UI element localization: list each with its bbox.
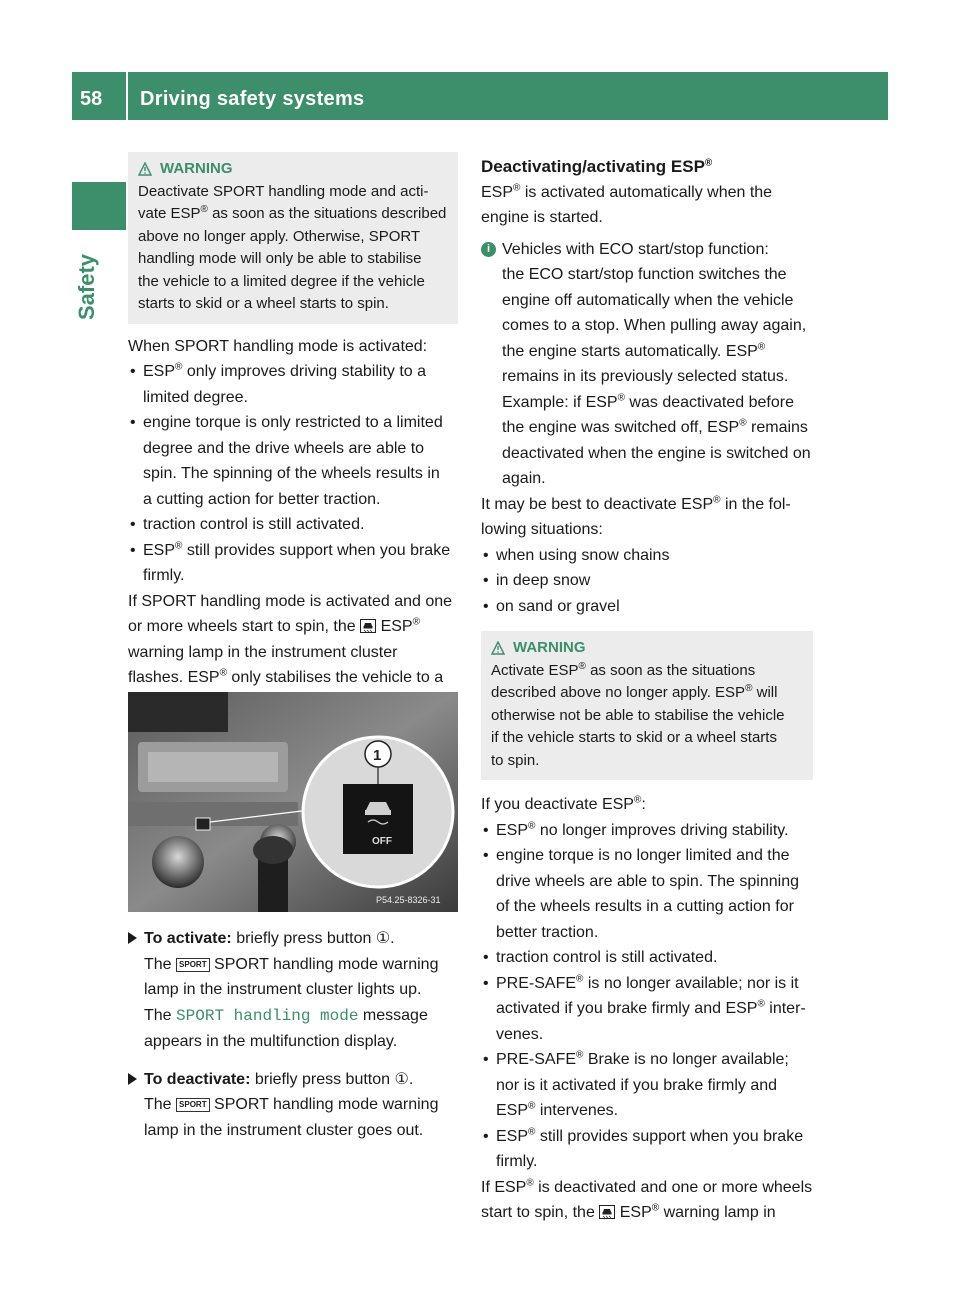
- warning-line: otherwise not be able to stabilise the vehicle: [491, 706, 785, 724]
- warning-box-1: [128, 152, 458, 324]
- info-line: Example: if ESP® was deactivated before: [502, 392, 794, 411]
- list-line: • ESP® no longer improves driving stability.: [496, 820, 789, 839]
- list-line: • traction control is still activated.: [496, 949, 718, 966]
- warning-line: starts to skid or a wheel starts to spin.: [138, 295, 389, 312]
- para-line: If ESP® is deactivated and one or more wheels: [481, 1177, 813, 1196]
- list-line: nor is it activated if you brake firmly and: [496, 1076, 778, 1094]
- warning-triangle-icon: [491, 641, 505, 655]
- step-line: [144, 1067, 458, 1093]
- list-item: [481, 1124, 813, 1175]
- list-line: • ESP® still provides support when you brake: [496, 1126, 804, 1145]
- list-item: [128, 512, 458, 538]
- step-text: The: [144, 955, 172, 973]
- info-icon: i: [481, 242, 496, 257]
- bullet-list: [481, 543, 813, 620]
- para-text: ESP®: [380, 616, 420, 635]
- esp-car-icon: [360, 619, 376, 633]
- intro-text: When SPORT handling mode is activated:: [128, 337, 428, 355]
- page-number: 58: [80, 88, 103, 110]
- list-line: firmly.: [143, 567, 185, 584]
- page-title: Driving safety systems: [140, 88, 365, 110]
- list-item: [481, 945, 813, 971]
- step-arrow-icon: [128, 1073, 137, 1085]
- warning-heading: [138, 158, 448, 181]
- list-line: degree and the drive wheels are able to: [143, 439, 425, 457]
- warning-line: the vehicle to a limited degree if the vehicle: [138, 272, 425, 290]
- step-text: The: [144, 1006, 172, 1024]
- list-line: a cutting action for better traction.: [143, 490, 381, 508]
- list-item: [128, 410, 458, 512]
- warning-line: to spin.: [491, 751, 540, 769]
- step-line: lamp in the instrument cluster goes out.: [144, 1121, 424, 1139]
- list-line: • engine torque is only restricted to a limited: [143, 414, 443, 431]
- list-item: • in deep snow: [481, 568, 813, 594]
- step-text: SPORT handling mode warning: [214, 1096, 439, 1113]
- step-text: message: [362, 1006, 428, 1024]
- list-line: spin. The spinning of the wheels results in: [143, 465, 440, 482]
- info-text: [502, 237, 811, 492]
- list-item: • on sand or gravel: [481, 594, 813, 620]
- para-line: If SPORT handling mode is activated and one: [128, 592, 453, 610]
- activate-step: [128, 926, 458, 1055]
- warning-line: above no longer apply. Otherwise, SPORT: [138, 227, 421, 245]
- list-line: ESP® intervenes.: [496, 1100, 619, 1119]
- list-line: • engine torque is no longer limited and the: [496, 847, 790, 864]
- list-line: limited degree.: [143, 388, 248, 406]
- list-item: • when using snow chains: [481, 543, 813, 569]
- list-line: • ESP® still provides support when you brake: [143, 540, 451, 559]
- step-text: The: [144, 1096, 172, 1113]
- step-arrow-icon: [128, 932, 137, 944]
- list-line: drive wheels are able to spin. The spinning: [496, 872, 799, 890]
- step-line: [144, 1003, 458, 1030]
- section-heading: Deactivating/activating ESP®: [481, 157, 713, 176]
- info-line: again.: [502, 470, 546, 487]
- info-line: the engine was switched off, ESP® remains: [502, 417, 808, 436]
- deactivate-step: [128, 1067, 458, 1144]
- warning-triangle-icon: [138, 162, 152, 176]
- display-message: SPORT handling mode: [176, 1006, 359, 1025]
- list-item: [481, 1047, 813, 1124]
- step-text: SPORT handling mode warning: [214, 955, 439, 973]
- step-text: briefly press button ①.: [254, 1070, 414, 1088]
- para-line: [481, 1200, 813, 1226]
- warning-line: handling mode will only be able to stabilise: [138, 250, 422, 267]
- list-line: of the wheels results in a cutting action for: [496, 898, 794, 915]
- para-line: ESP® is activated automatically when the: [481, 182, 773, 201]
- right-column: [481, 154, 813, 1226]
- para-text: start to spin, the: [481, 1204, 595, 1221]
- para-line: If you deactivate ESP®:: [481, 794, 646, 813]
- info-line: deactivated when the engine is switched on: [502, 444, 811, 462]
- list-line: better traction.: [496, 923, 599, 941]
- para-line: warning lamp in the instrument cluster: [128, 643, 398, 661]
- esp-car-icon: [599, 1205, 615, 1219]
- list-item: [128, 359, 458, 410]
- photo-code: P54.25-8326-31: [376, 895, 441, 905]
- para-line: [128, 614, 458, 640]
- list-item: [128, 538, 458, 589]
- callout-number: 1: [373, 747, 382, 764]
- list-line: • PRE-SAFE® Brake is no longer available;: [496, 1049, 789, 1068]
- bullet-list: [481, 818, 813, 1175]
- sport-symbol-icon: SPORT: [176, 1098, 210, 1112]
- warning-line: described above no longer apply. ESP® will: [491, 683, 778, 701]
- list-line: activated if you brake firmly and ESP® inter-: [496, 998, 806, 1017]
- sport-symbol-icon: SPORT: [176, 958, 210, 972]
- button-off-text: OFF: [372, 836, 392, 847]
- bullet-list: [128, 359, 458, 589]
- warning-label: WARNING: [160, 160, 233, 177]
- info-note: [481, 237, 813, 492]
- step-text: briefly press button ①.: [236, 930, 395, 947]
- step-line: [144, 952, 458, 978]
- step-line: lamp in the instrument cluster lights up.: [144, 981, 422, 998]
- info-line: Vehicles with ECO start/stop function:: [502, 240, 769, 258]
- list-line: • ESP® only improves driving stability to a: [143, 361, 427, 380]
- list-item: [481, 971, 813, 1048]
- list-line: • PRE-SAFE® is no longer available; nor is it: [496, 973, 799, 992]
- info-line: remains in its previously selected status.: [502, 368, 789, 385]
- step-label: To deactivate:: [144, 1070, 251, 1088]
- left-steps: [128, 926, 458, 1143]
- left-column: [128, 152, 458, 716]
- warning-line: Activate ESP® as soon as the situations: [491, 660, 756, 679]
- info-line: comes to a stop. When pulling away again,: [502, 317, 807, 334]
- para-text: ESP® warning lamp in: [619, 1202, 776, 1221]
- para-line: flashes. ESP® only stabilises the vehicle to a: [128, 667, 444, 686]
- step-line: appears in the multifunction display.: [144, 1033, 398, 1050]
- step-line: [144, 1092, 458, 1118]
- list-item: [481, 818, 813, 844]
- list-item: [481, 843, 813, 945]
- list-line: • traction control is still activated.: [143, 516, 365, 533]
- para-text: or more wheels start to spin, the: [128, 618, 356, 635]
- info-line: the engine starts automatically. ESP®: [502, 341, 766, 360]
- warning-line: Deactivate SPORT handling mode and acti-: [138, 182, 429, 200]
- warning-line: if the vehicle starts to skid or a wheel starts: [491, 729, 777, 746]
- warning-box-2: [481, 631, 813, 780]
- step-label: To activate:: [144, 930, 232, 947]
- list-line: venes.: [496, 1025, 544, 1043]
- warning-heading: [491, 637, 803, 660]
- warning-line: vate ESP® as soon as the situations described: [138, 204, 447, 222]
- para-line: It may be best to deactivate ESP® in the fol-: [481, 494, 791, 513]
- section-label: Safety: [74, 253, 99, 320]
- dashboard-photo: [128, 692, 458, 912]
- section-marker: [72, 182, 126, 230]
- step-line: [144, 926, 458, 952]
- warning-label: WARNING: [513, 639, 586, 656]
- info-line: engine off automatically when the vehicle: [502, 291, 794, 309]
- info-line: the ECO start/stop function switches the: [502, 266, 787, 283]
- para-line: lowing situations:: [481, 521, 603, 538]
- para-line: engine is started.: [481, 209, 603, 226]
- list-line: firmly.: [496, 1153, 538, 1170]
